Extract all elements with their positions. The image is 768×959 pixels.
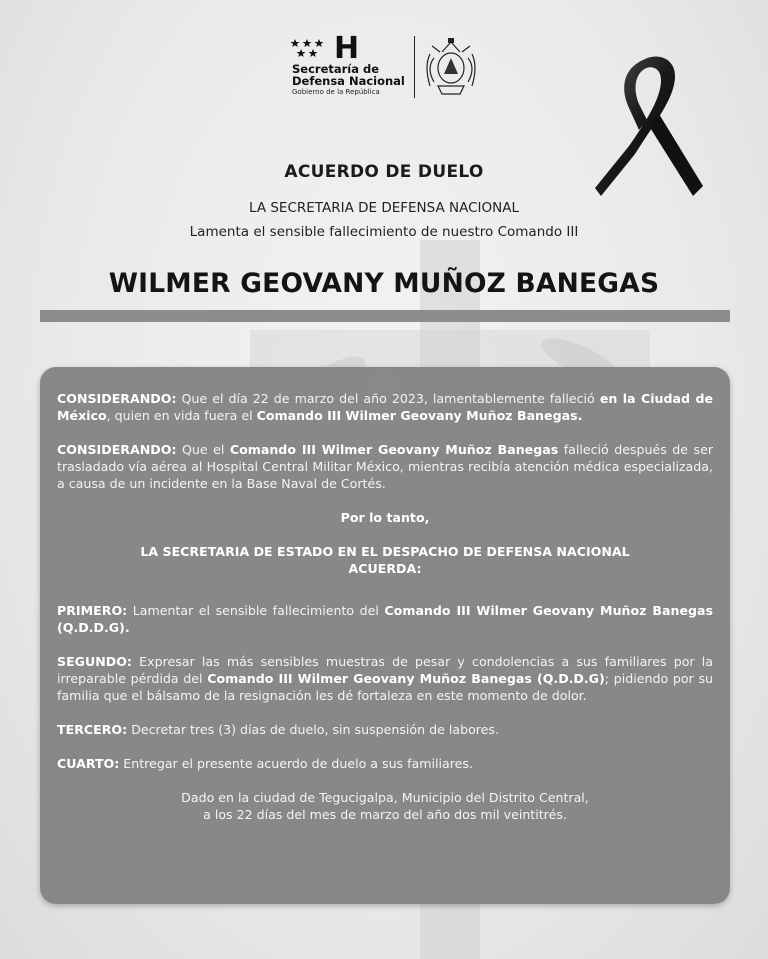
document-title: ACUERDO DE DUELO — [284, 162, 484, 182]
closing-statement: Dado en la ciudad de Tegucigalpa, Municipio del Distrito Central, a los 22 días del mes de marzo del año dos mil veintitrés. — [181, 790, 589, 822]
considerando-2: CONSIDERANDO: Que el Comando III Wilmer Geovany Muñoz Banegas falleció después de ser trasladado vía aérea al Hospital Central Militar México, mientras recibía atención médica especializada, a causa de un incidente en la Base Naval de Cortés. — [57, 442, 714, 491]
org-name-line2: Defensa Nacional — [292, 74, 405, 88]
tercero: TERCERO: Decretar tres (3) días de duelo, sin suspensión de labores. — [57, 722, 499, 737]
cuarto: CUARTO: Entregar el presente acuerdo de duelo a sus familiares. — [57, 756, 473, 771]
stars-icon — [290, 38, 336, 58]
subtitle-lament: Lamenta el sensible fallecimiento de nuestro Comando III — [189, 224, 579, 240]
name-underline-bar — [40, 310, 730, 322]
acuerda-heading: LA SECRETARIA DE ESTADO EN EL DESPACHO DE DEFENSA NACIONAL ACUERDA: — [140, 544, 630, 576]
agreement-text — [57, 390, 713, 823]
subtitle-institution: LA SECRETARIA DE DEFENSA NACIONAL — [249, 200, 519, 216]
segundo: SEGUNDO: Expresar las más sensibles muestras de pesar y condolencias a sus familiares por la irreparable pérdida del Comando III Wilmer Geovany Muñoz Banegas (Q.D.D.G); pidiendo por su familia que el bálsamo de la resignación les dé fortaleza en este momento de dolor. — [57, 654, 714, 703]
primero: PRIMERO: Lamentar el sensible fallecimiento del Comando III Wilmer Geovany Muñoz Banegas (Q.D.D.G). — [57, 603, 713, 635]
coat-of-arms-icon — [420, 34, 482, 98]
logo-h-letter: H — [334, 31, 360, 66]
header-logo — [290, 31, 490, 100]
considerando-1: CONSIDERANDO: Que el día 22 de marzo del año 2023, lamentablemente falleció en la Ciudad de México, quien en vida fuera el Comando III Wilmer Geovany Muñoz Banegas. — [57, 391, 714, 423]
por-lo-tanto: Por lo tanto, — [340, 510, 430, 525]
deceased-name: WILMER GEOVANY MUÑOZ BANEGAS — [108, 268, 660, 299]
logo-divider — [414, 36, 415, 98]
org-government-label: Gobierno de la República — [292, 88, 380, 96]
org-name-line1: Secretaría de — [292, 62, 380, 76]
